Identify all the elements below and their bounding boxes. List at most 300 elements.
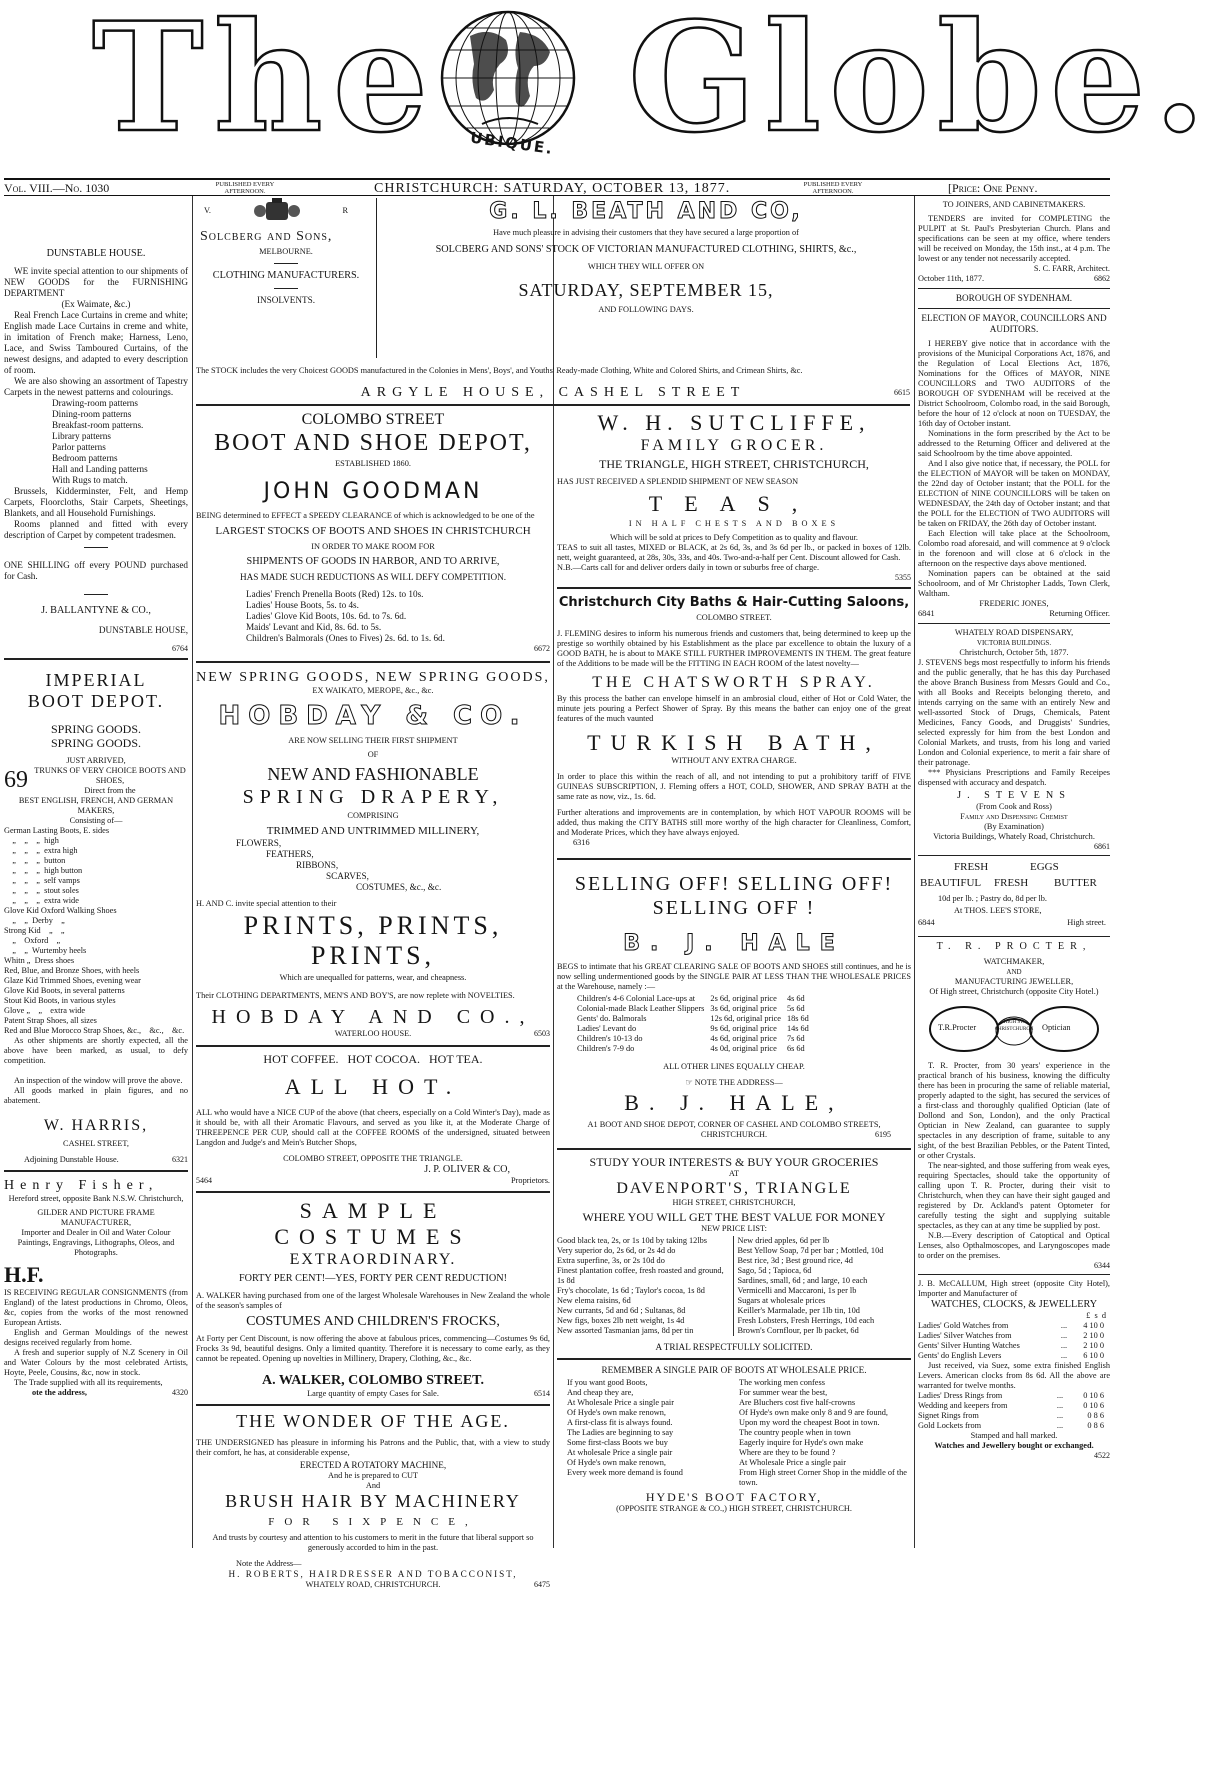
beath-ad — [196, 198, 910, 376]
hobday-of: OF — [367, 750, 379, 759]
table-cell: Ladies' Gold Watches from — [918, 1321, 1009, 1330]
verse-line: From High street Corner Shop in the middle of the town. — [739, 1468, 907, 1487]
beath-p2: SOLCBERG AND SONS' STOCK OF VICTORIAN MANUFACTURED CLOTHING, SHIRTS, &c., — [435, 244, 857, 255]
sutcliffe-title-1: W. H. SUTCLIFFE, — [597, 410, 871, 435]
price-list-item: Sugars at wholesale prices — [737, 1296, 826, 1305]
boot-list-item: „ „ „ self vamps — [4, 876, 80, 885]
baths-spray: THE CHATSWORTH SPRAY. — [592, 674, 876, 691]
mccallum-watches-table — [918, 1321, 1110, 1361]
davenport-title-1: STUDY YOUR INTERESTS & BUY YOUR GROCERIES — [589, 1155, 879, 1169]
procter-watchmaker: WATCHMAKER, — [983, 957, 1045, 966]
goodman-title-2: BOOT AND SHOE DEPOT, — [214, 430, 532, 456]
baths-p1: J. FLEMING desires to inform his numerous friends and customers that, being determined to keep up the prestige so worthily obtained by his Establishment as the place par excellence to obtain the luxury of a GOOD BATH, he is about to MAKE STILL FURTHER IMPROVEMENTS IN THEM. The great feature of the Additions to be made will be the FITTING IN EACH ROOM of the latest novelty— — [557, 629, 911, 668]
walker-title-2: EXTRAORDINARY. — [289, 1251, 457, 1268]
table-row — [918, 1341, 1110, 1351]
procter-title: T. R. PROCTER, — [936, 941, 1092, 952]
sydenham-ad — [918, 293, 1110, 619]
masthead-the: The — [92, 0, 439, 166]
imperial-trunks: TRUNKS OF VERY CHOICE BOOTS AND SHOES, — [34, 766, 186, 785]
wonder-p1: THE UNDERSIGNED has pleasure in informing his Patrons and the Public, that, with a view to study their comfort, he has, at considerable expense, — [196, 1438, 550, 1457]
hobday-house: WATERLOO HOUSE. — [334, 1029, 412, 1038]
table-cell: ... — [1060, 1341, 1068, 1350]
procter-ad — [918, 941, 1110, 1270]
table-cell: 2 10 0 — [1083, 1331, 1104, 1340]
verse-line: For summer wear the best, — [739, 1388, 828, 1397]
fisher-initials: H.F. — [4, 1262, 44, 1287]
sutcliffe-address: THE TRIANGLE, HIGH STREET, CHRISTCHURCH, — [599, 457, 869, 471]
verse-line: The country people when in town — [739, 1428, 851, 1437]
all-hot-address: COLOMBO STREET, OPPOSITE THE TRIANGLE. — [283, 1154, 463, 1163]
table-cell: 6s 6d — [786, 1044, 805, 1053]
boot-list-item: Patent Strap Shoes, all sizes — [4, 1016, 97, 1025]
sydenham-signature: FREDERIC JONES, — [979, 599, 1049, 608]
fisher-note: ote the address, — [32, 1388, 87, 1397]
hobday-new-fashionable: NEW AND FASHIONABLE — [267, 764, 479, 784]
boot-list-item: „ „ „ high — [4, 836, 59, 845]
table-cell: 9s 6d, original price — [710, 1024, 777, 1033]
beath-rule — [196, 404, 910, 406]
boot-list-item: „ „ Wurtemby heels — [4, 946, 87, 955]
boot-list-item: „ „ Derby „ — [4, 916, 65, 925]
imperial-street: CASHEL STREET, — [63, 1139, 129, 1148]
goodman-p4: SHIPMENTS OF GOODS IN HARBOR, AND TO ARRIVE, — [246, 556, 500, 567]
publication-note-right: PUBLISHED EVERY AFTERNOON. — [803, 181, 863, 195]
table-cell: 4s 0d, original price — [710, 1044, 777, 1053]
table-cell: Children's 4-6 Colonial Lace-ups at — [577, 994, 696, 1003]
table-cell: ... — [1056, 1411, 1064, 1420]
whately-p2: *** Physicians Prescriptions and Family Receipes dispensed with accuracy and despatch. — [918, 768, 1110, 787]
walker-p1: A. WALKER having purchased from one of the largest Wholesale Warehouses in New Zealand the whole of the season's samples of — [196, 1291, 550, 1310]
beath-firm: G. L. BEATH AND CO, — [489, 199, 803, 224]
verse-line: At Wholesale Price a single pair — [739, 1458, 846, 1467]
verse-line: The Ladies are beginning to say — [567, 1428, 674, 1437]
table-row — [918, 1421, 1110, 1431]
table-cell: ... — [1056, 1391, 1064, 1400]
davenport-ad — [557, 1155, 911, 1353]
fisher-name: Henry Fisher, — [4, 1178, 159, 1193]
mccallum-number: 4522 — [1094, 1451, 1110, 1460]
table-cell: Ladies' Silver Watches from — [918, 1331, 1012, 1340]
hale-other: ALL OTHER LINES EQUALLY CHEAP. — [663, 1062, 805, 1071]
imperial-p3: All goods marked in plain figures, and no abatement. — [4, 1086, 188, 1105]
whately-number: 6861 — [1094, 842, 1110, 851]
hale-p1: BEGS to intimate that his GREAT CLEARING SALE OF BOOTS AND SHOES still continues, and he is now selling undermentioned goods by the SINGLE PAIR AT LESS THAN THE WHOLESALE PRICES at the Warehouse, namely :— — [557, 962, 911, 991]
price-list-item: Sardines, small, 6d ; and large, 10 each — [737, 1276, 868, 1285]
hale-title-2: SELLING OFF ! — [652, 897, 816, 919]
table-cell: 14s 6d — [786, 1024, 809, 1033]
joiners-date: October 11th, 1877. — [918, 274, 985, 283]
verse-line: A first-class fit is always found. — [567, 1418, 673, 1427]
verse-line: At wholesale Price a single pair — [567, 1448, 673, 1457]
hale-price-table — [577, 994, 815, 1054]
verse-line: Of Hyde's own make renown, — [567, 1408, 666, 1417]
table-cell: Gents' do. Balmorals — [577, 1014, 647, 1023]
sydenham-p4: Each Election will take place at the Schoolroom, Colombo road aforesaid, and will commence at 9 o'clock in the forenoon and will close at 6 o'clock in the afternoon on the respective days above mentioned. — [918, 529, 1110, 568]
table-cell: Ladies' Levant do — [577, 1024, 637, 1033]
price-list-item: Ladies' Glove Kid Boots, 10s. 6d. to 7s. 6d. — [246, 611, 407, 621]
beath-house-line — [196, 384, 910, 401]
volume-number: Vol. VIII.—No. 1030 — [4, 181, 110, 195]
goodman-price-list — [196, 589, 550, 644]
verse-line: Every week more demand is found — [567, 1468, 683, 1477]
sutcliffe-p4: N.B.—Carts call for and deliver orders daily in town or suburbs free of charge. — [557, 563, 820, 572]
imperial-title-1: IMPERIAL — [45, 670, 147, 690]
joiners-ad — [918, 200, 1110, 284]
whately-ad — [918, 628, 1110, 851]
dunstable-p2: Real French Lace Curtains in creme and white; English made Lace Curtains in creme and white, in imitation of French make; Harness, Leno, Lace, and Swiss Tamboured Curtains, of the newest designs, and adapted to every description of room. — [4, 310, 188, 375]
table-cell: Gold Lockets from — [918, 1421, 982, 1430]
table-row — [918, 1321, 1110, 1331]
procter-number: 6344 — [1094, 1261, 1110, 1270]
imperial-adjoining: Adjoining Dunstable House. — [24, 1155, 119, 1164]
publication-note-left: PUBLISHED EVERY AFTERNOON. — [215, 181, 275, 195]
imperial-makers: BEST ENGLISH, FRENCH, AND GERMAN MAKERS, — [18, 796, 174, 815]
dunstable-p1: WE invite special attention to our shipments of NEW GOODS for the FURNISHING DEPARTMENT — [4, 266, 188, 298]
mccallum-ad — [918, 1279, 1110, 1460]
price-list-item: Best rice, 3d ; Best ground rice, 4d — [737, 1256, 853, 1265]
goodman-p3: IN ORDER TO MAKE ROOM FOR — [311, 542, 435, 551]
davenport-left-list — [557, 1236, 734, 1336]
imperial-p1: As other shipments are shortly expected, all the above have been marked, as usual, to defy competition. — [4, 1036, 188, 1065]
sydenham-p1: I HEREBY give notice that in accordance with the provisions of the Municipal Corporations Act, 1876, and the Regulation of Local Elections Act, 1876, Nominations for the Offices of MAYOR, NINE COUNCILLORS and TWO AUDITORS of the BOROUGH OF SYDENHAM will be received at the District Schoolroom, Colombo road, in the said Borough, before the hour of 12 o'clock at noon on TUESDAY, the 16th day of October instant. — [918, 339, 1110, 428]
hobday-unequalled: Which are unequalled for patterns, wear, and cheapness. — [279, 973, 467, 982]
imperial-number: 6321 — [172, 1155, 188, 1164]
lee-street: High street. — [1067, 918, 1106, 927]
sydenham-returning: Returning Officer. — [1049, 609, 1110, 618]
fisher-p4: A fresh and superior supply of N.Z Scenery in Oil and Water Colours by the most celebrated Artists, Hoyte, Peele, Cousins, &c, now in stock. — [4, 1348, 188, 1377]
sydenham-p3: And I also give notice that, if necessary, the POLL for the ELECTION of MAYOR will be taken on MONDAY, the 22nd day of October instant; that the POLL for the ELECTION of NINE COUNCILLORS will be taken on WEDNESDAY, the 24th day of October instant; and that the POLL for the ELECTION of TWO AUDITORS will be taken on FRIDAY, the 26th day of October instant. — [918, 459, 1110, 528]
verse-line: Are Bluchers cost five half-crowns — [739, 1398, 856, 1407]
column-3 — [557, 408, 911, 1768]
table-cell: Children's 7-9 do — [577, 1044, 635, 1053]
beath-body — [382, 198, 910, 315]
fisher-p2: IS RECEIVING REGULAR CONSIGNMENTS (from England) of the latest productions in Chromo, Oleos, &c, copies from the works of the most renowned European Artists. — [4, 1288, 188, 1327]
sutcliffe-p2: Which will be sold at prices to Defy Competition as to quality and flavour. — [610, 533, 858, 542]
joiners-signature: S. C. FARR, Architect. — [1033, 264, 1110, 273]
price-list-item: New figs, boxes 2lb nett weight, 1s 4d — [557, 1316, 685, 1325]
column-1 — [4, 196, 188, 1556]
procter-p1: T. R. Procter, from 30 years' experience in the practical branch of his business, knowing the difficulty there has been in procuring the same of reliable material, properly adapted to the sight, has secured the services of a first-class and thoroughly qualified Optician (late of Dollond and Son, London), and the only Practical Optician in New Zealand, can guarantee to supply spectacles in any description of frame, suitable to any sight, of the best Brazilian Pebbles, or the Patent Tinted, or other Crystals. — [918, 1061, 1110, 1160]
solcberg-names: Solcberg and Sons, — [200, 229, 333, 244]
pattern-list-item: Hall and Landing patterns — [52, 464, 148, 474]
price-list-item: Maids' Levant and Kid, 8s. 6d. to 5s. — [246, 622, 382, 632]
boot-list-item: Glove „ „ extra wide — [4, 1006, 86, 1015]
price-list-item: Extra superfine, 3s, or 2s 10d do — [557, 1256, 665, 1265]
fisher-number: 4320 — [172, 1388, 188, 1397]
wonder-p2: ERECTED A ROTATORY MACHINE, — [299, 1460, 447, 1470]
procter-and: AND — [1006, 968, 1022, 976]
davenport-right-list — [734, 1236, 912, 1336]
price-list-item: Vermicelli and Maccaroni, 1s per lb — [737, 1286, 857, 1295]
dunstable-pattern-list — [4, 398, 188, 486]
procter-manufacturing: MANUFACTURING JEWELLER, — [954, 977, 1074, 986]
all-hot-heading: HOT COFFEE. HOT COCOA. HOT TEA. — [263, 1052, 483, 1066]
column-rule-1 — [192, 196, 193, 1548]
table-row — [577, 1024, 815, 1034]
pointing-hand-icon: ☞ — [685, 1078, 695, 1087]
table-row — [577, 994, 815, 1004]
imperial-direct: Direct from the — [84, 786, 136, 795]
walker-cases: Large quantity of empty Cases for Sale. — [307, 1389, 439, 1398]
davenport-title-3: WHERE YOU WILL GET THE BEST VALUE FOR MONEY — [582, 1210, 886, 1224]
masthead-globe: Globe. — [628, 0, 1214, 166]
wonder-road: WHATELY ROAD, CHRISTCHURCH. — [305, 1580, 441, 1589]
price-list-item: Sago, 5d ; Tapioca, 6d — [737, 1266, 812, 1275]
imperial-title-2: BOOT DEPOT. — [27, 691, 165, 711]
wonder-p4: BRUSH HAIR BY MACHINERY — [225, 1491, 521, 1511]
wonder-signature: H. ROBERTS, HAIRDRESSER AND TOBACCONIST, — [228, 1569, 518, 1579]
solcberg-role: CLOTHING MANUFACTURERS. — [212, 270, 360, 281]
goodman-ad — [196, 410, 550, 653]
boot-list-item: „ Oxford „ — [4, 936, 61, 945]
hale-firm: B. J. HALE — [623, 931, 845, 956]
city-baths-ad — [557, 594, 911, 848]
whately-family: Family and Dispensing Chemist — [960, 812, 1068, 821]
goodman-p2: LARGEST STOCKS OF BOOTS AND SHOES IN CHRISTCHURCH — [215, 525, 531, 537]
davenport-new-price: NEW PRICE LIST: — [701, 1224, 767, 1233]
table-cell: Gents' Silver Hunting Watches — [918, 1341, 1020, 1350]
dunstable-p6: ONE SHILLING off every POUND purchased for Cash. — [4, 560, 188, 581]
sutcliffe-half: IN HALF CHESTS AND BOXES — [628, 519, 840, 528]
dunstable-house-ad — [4, 196, 188, 653]
wonder-note: Note the Address— — [236, 1559, 302, 1568]
lee-beautiful: BEAUTIFUL — [920, 877, 982, 889]
imperial-p2: An inspection of the window will prove the above. — [14, 1076, 183, 1085]
imperial-arrived: JUST ARRIVED, — [66, 756, 126, 765]
sutcliffe-number: 5355 — [895, 573, 911, 582]
royal-arms-r: R — [342, 206, 348, 215]
table-cell: 4s 6d, original price — [710, 1034, 777, 1043]
lee-fresh-2: FRESH — [994, 877, 1029, 889]
all-hot-title: ALL HOT. — [284, 1074, 462, 1099]
walker-signature: A. WALKER, COLOMBO STREET. — [262, 1373, 484, 1388]
sutcliffe-p1: HAS JUST RECEIVED A SPLENDID SHIPMENT OF NEW SEASON — [557, 477, 799, 486]
goodman-p5: HAS MADE SUCH REDUCTIONS AS WILL DEFY COMPETITION. — [239, 572, 507, 582]
baths-turkish: TURKISH BATH, — [587, 730, 881, 755]
imperial-spring-2: SPRING GOODS. — [50, 736, 142, 750]
solcberg-city: MELBOURNE. — [259, 247, 313, 256]
beath-days: AND FOLLOWING DAYS. — [598, 305, 694, 314]
hyde-ad — [557, 1365, 911, 1514]
sutcliffe-p3: TEAS to suit all tastes, MIXED or BLACK, at 2s 6d, 3s, and 3s 6d per lb., or packed in boxes of 12lb. nett, weight guaranteed, at 28s, 30s, 33s, and 40s. Two-and-a-half per Cent. Discount allowed for Cash. — [557, 543, 911, 562]
table-row — [918, 1351, 1110, 1361]
imperial-signature: W. HARRIS, — [43, 1117, 149, 1134]
verse-line: The working men confess — [739, 1378, 825, 1387]
dunstable-signature: J. BALLANTYNE & CO., — [41, 605, 151, 616]
fisher-p5: The Trade supplied with all its requirements, — [14, 1378, 163, 1387]
solcberg-box — [196, 198, 377, 358]
lee-number: 6844 — [918, 918, 935, 927]
table-cell: 2 10 0 — [1083, 1341, 1104, 1350]
all-hot-ad — [196, 1052, 550, 1186]
fisher-p2-head — [40, 1262, 188, 1288]
table-cell: 0 10 6 — [1083, 1391, 1104, 1400]
dateline-place: CHRISTCHURCH: SATURDAY, OCTOBER 13, 1877. — [374, 181, 731, 196]
walker-number: 6514 — [534, 1389, 550, 1398]
price-list-item: Fry's chocolate, 1s 6d ; Taylor's cocoa, 1s 8d — [557, 1286, 705, 1295]
price-list-item: Keiller's Marmalade, per 1lb tin, 10d — [737, 1306, 860, 1315]
price-list-item: New dried apples, 6d per lb — [737, 1236, 830, 1245]
henry-fisher-ad — [4, 1177, 188, 1398]
sydenham-p2: Nominations in the form prescribed by the Act to be addressed to the Returning Officer and delivered at the said Schoolroom by the time above appointed. — [918, 429, 1110, 458]
pattern-list-item: Dining-room patterns — [52, 409, 132, 419]
baths-p2: By this process the bather can envelope himself in an ambrosial cloud, either of Hot or Cold Water, the minute jets pouring a Perfect Shower of Spray. By this means the bather can enjoy one of the great features of the much vaunted — [557, 694, 911, 723]
table-row — [918, 1391, 1110, 1401]
boot-list-item: Strong Kid „ „ — [4, 926, 65, 935]
hyde-right-verse — [739, 1378, 911, 1488]
table-row — [577, 1004, 815, 1014]
table-cell: Children's 10-13 do — [577, 1034, 643, 1043]
goodman-established: ESTABLISHED 1860. — [335, 459, 411, 468]
hobday-cascade — [196, 838, 550, 893]
beath-p4: The STOCK includes the very Choicest GOODS manufactured in the Colonies in Mens', Boys', and Youths' Ready-made Clothing, White and Colored Shirts, and Crimean Shirts, &c. — [196, 366, 803, 375]
sutcliffe-teas: TEAS, — [648, 491, 820, 516]
whately-address: Victoria Buildings, Whately Road, Christchurch. — [933, 832, 1095, 841]
price-list-item: New currants, 5d and 6d ; Sultanas, 8d — [557, 1306, 686, 1315]
sign-high-st: HIGH ST. CHRISTCHURCH — [994, 1020, 1034, 1032]
procter-p2: The near-sighted, and those suffering from weak eyes, requiring Spectacles, should take the opportunity of calling upon T. R. Procter, during their visit to Christchurch, when they can have their sight gauged and registered by Dr. Ackland's patent Optometer for carefully testing the sight and supplying suitable spectacles, as they can at any time be supplied by post. — [918, 1161, 1110, 1230]
price-list-item: New assorted Tasmanian jams, 8d per tin — [557, 1326, 694, 1335]
wonder-and: And — [365, 1481, 381, 1490]
whately-p1: J. STEVENS begs most respectfully to inform his friends and the public generally, that he has this day Purchased the above Branch Business from Messrs Gould and Co., with all Books and Receipts belonging thereto, and intends carrying on the same with an entirely New and well-assorted Stock of Drugs, Chemicals, Patent Medicines, Fancy Goods, and Druggists' Sundries, selected expressly for him from the best London and Colonial Markets, and trusts, from his long and varied London and Colonial experience, to merit a fair share of their patronage. — [918, 658, 1110, 767]
boot-list-item: Glaze Kid Trimmed Shoes, evening wear — [4, 976, 141, 985]
joiners-title: TO JOINERS, AND CABINETMAKERS. — [942, 200, 1086, 209]
whately-sub: VICTORIA BUILDINGS. — [976, 639, 1052, 647]
wonder-p3: And he is prepared to CUT — [327, 1471, 419, 1480]
beath-date: SATURDAY, SEPTEMBER 15, — [518, 280, 774, 300]
dunstable-signature-2: DUNSTABLE HOUSE, — [98, 625, 188, 635]
column-4 — [918, 196, 1110, 1556]
wonder-p6: And trusts by courtesy and attention to his customers to merit in the future that liberal support so generously accorded to him in the past. — [212, 1533, 534, 1552]
sutcliffe-title-2: FAMILY GROCER. — [640, 437, 828, 454]
hale-note-text: NOTE THE ADDRESS— — [694, 1078, 783, 1087]
verse-line: Of Hyde's own make only 8 and 9 are found, — [739, 1408, 888, 1417]
table-cell: 0 8 6 — [1087, 1421, 1104, 1430]
mccallum-title: WATCHES, CLOCKS, & JEWELLERY — [930, 1299, 1098, 1310]
table-cell: ... — [1056, 1401, 1064, 1410]
table-cell: 6 10 0 — [1083, 1351, 1104, 1360]
baths-p4: Further alterations and improvements are in contemplation, by which HOT VAPOUR ROOMS will be added, thus making the CITY BATHS still more worthy of the high character for Cleanliness, Comfort, and Moderate Prices, which they have always enjoyed. — [557, 808, 911, 837]
lee-prices: 10d per lb. ; Pastry do, 8d per lb. — [938, 894, 1047, 903]
spectacles-sign — [918, 1001, 1110, 1057]
hale-number: 6195 — [875, 1130, 891, 1139]
table-cell: 12s 6d, original price — [710, 1014, 781, 1023]
price-list-item: Fresh Lobsters, Fresh Herrings, 10d each — [737, 1316, 875, 1325]
verse-line: And cheap they are, — [567, 1388, 634, 1397]
table-cell: ... — [1056, 1421, 1064, 1430]
lee-store-ad — [918, 860, 1110, 932]
hale-address: A1 BOOT AND SHOE DEPOT, CORNER OF CASHEL AND COLOMBO STREETS, — [587, 1120, 881, 1129]
price-list-item: New elema raisins, 6d — [557, 1296, 631, 1305]
hobday-prints: PRINTS, PRINTS, PRINTS, — [243, 911, 503, 970]
boot-list-item: Red, Blue, and Bronze Shoes, with heels — [4, 966, 140, 975]
lee-eggs: EGGS — [1030, 861, 1059, 873]
baths-p3: In order to place this within the reach of all, and not intending to put a prohibitory tariff of FIVE GUINEAS SUBSCRIPTION, J. Fleming offers a HOT, COLD, SHOWER, AND SPRAY BATH at the same rate as now, viz., 1s. 6d. — [557, 772, 911, 801]
lee-butter: BUTTER — [1054, 877, 1097, 889]
walker-ad — [196, 1198, 550, 1399]
cascade-item: RIBBONS, — [296, 860, 339, 870]
table-cell: Ladies' Dress Rings from — [918, 1391, 1003, 1400]
table-cell: Wedding and keepers from — [918, 1401, 1008, 1410]
hale-ad — [557, 872, 911, 1140]
wonder-p5: FOR SIXPENCE, — [268, 1516, 478, 1528]
hobday-comprising: COMPRISING — [347, 811, 399, 820]
verse-line: Upon my word the cheapest Boot in town. — [739, 1418, 880, 1427]
hale-note — [557, 1078, 911, 1088]
hobday-selling: ARE NOW SELLING THEIR FIRST SHIPMENT — [288, 736, 458, 745]
hobday-signature: HOBDAY AND CO., — [211, 1006, 535, 1028]
boot-list-item: „ „ „ high button — [4, 866, 83, 875]
hobday-heading: NEW SPRING GOODS, NEW SPRING GOODS, — [196, 670, 550, 685]
dunstable-title: DUNSTABLE HOUSE. — [46, 248, 146, 259]
hobday-invite: H. AND C. invite special attention to their — [196, 899, 337, 908]
davenport-title-2: DAVENPORT'S, TRIANGLE — [616, 1180, 852, 1197]
table-cell: 4 10 0 — [1083, 1321, 1104, 1330]
table-row — [577, 1044, 815, 1054]
pattern-list-item: Breakfast-room patterns. — [52, 420, 144, 430]
fisher-address: Hereford street, opposite Bank N.S.W. Christchurch, — [8, 1194, 184, 1203]
sign-procter: T.R.Procter — [938, 1023, 977, 1032]
hobday-ad — [196, 669, 550, 1039]
walker-title-3: FORTY PER CENT!—YES, FORTY PER CENT REDUCTION! — [238, 1273, 508, 1284]
boot-list-item: Stout Kid Boots, in various styles — [4, 996, 116, 1005]
price: [Price: One Penny. — [948, 181, 1038, 195]
solcberg-insolvents: INSOLVENTS. — [256, 295, 316, 305]
goodman-name: JOHN GOODMAN — [263, 479, 483, 504]
procter-address: Of High street, Christchurch (opposite City Hotel.) — [929, 987, 1099, 996]
hyde-address: (OPPOSITE STRANGE & CO.,) HIGH STREET, CHRISTCHURCH. — [616, 1504, 852, 1513]
table-row — [918, 1411, 1110, 1421]
sydenham-title-1: BOROUGH OF SYDENHAM. — [955, 293, 1073, 303]
price-list-item: Good black tea, 2s, or 1s 10d by taking 12lbs — [557, 1236, 708, 1245]
verse-line: Eagerly inquire for Hyde's own make — [739, 1438, 864, 1447]
column-2 — [196, 408, 550, 1768]
hobday-trimmed: TRIMMED AND UNTRIMMED MILLINERY, — [266, 825, 480, 837]
beath-p1: Have much pleasure in advising their customers that they have secured a large proportion of — [493, 228, 799, 237]
mccallum-p2: Just received, via Suez, some extra finished English Levers. American clocks from 8s 6d. All the above are warranted for twelve months. — [918, 1361, 1110, 1390]
table-cell: Colonial-made Black Leather Slippers — [577, 1004, 705, 1013]
baths-number: 6316 — [573, 838, 590, 847]
cascade-item: FEATHERS, — [266, 849, 314, 859]
table-cell: Signet Rings from — [918, 1411, 979, 1420]
wonder-ad — [196, 1411, 550, 1590]
verse-line: Of Hyde's own make renown, — [567, 1458, 666, 1467]
procter-p3: N.B.—Every description of Catoptical and Optical Lenses, also Opthalmoscopes, and Laryngoscopes made to order on the premises. — [918, 1231, 1110, 1260]
mccallum-p1: J. B. McCALLUM, High street (opposite City Hotel), Importer and Manufacturer of — [918, 1279, 1110, 1298]
davenport-at: AT — [728, 1169, 740, 1178]
dunstable-p4: Brussels, Kidderminster, Felt, and Hemp Carpets, Floorcloths, Stair Carpets, Sheetings, Blankets, and all Household Furnishings. — [4, 486, 188, 518]
all-hot-signature: J. P. OLIVER & CO, — [424, 1164, 510, 1175]
hale-title-1: SELLING OFF! SELLING OFF! — [574, 873, 894, 895]
whately-signature: J. STEVENS — [957, 790, 1071, 801]
walker-title-1: SAMPLE COSTUMES — [274, 1198, 472, 1249]
dunstable-number: 6764 — [172, 644, 188, 653]
price-list-item: Finest plantation coffee, fresh roasted and ground, 1s 8d — [557, 1266, 724, 1285]
cascade-item: COSTUMES, &c., &c. — [356, 882, 442, 892]
table-row — [577, 1014, 815, 1024]
boot-list-item: „ „ „ extra wide — [4, 896, 79, 905]
table-cell: 2s 6d, original price — [710, 994, 777, 1003]
verse-line: Where are they to be found ? — [739, 1448, 836, 1457]
all-hot-p1: ALL who would have a NICE CUP of the above (that cheers, especially on a Cold Winter's Day), made as it should be, with all their Aromatic Flavours, and served as you like it, at the Moderate Charge of THREEPENCE PER CUP, should call at the COFFEE ROOMS of the undersigned, situated between Langdon and Judge's and Mein's Butcher Shops, — [196, 1108, 550, 1147]
baths-without: WITHOUT ANY EXTRA CHARGE. — [671, 756, 797, 765]
hobday-number: 6503 — [534, 1029, 550, 1038]
fisher-trade: GILDER AND PICTURE FRAME MANUFACTURER, — [37, 1208, 155, 1227]
walker-big: COSTUMES AND CHILDREN'S FROCKS, — [246, 1314, 500, 1329]
walker-p2: At Forty per Cent Discount, is now offering the above at fabulous prices, commencing—Costumes 9s 6d, Frocks 3s 9d, beautiful designs. Only a limited quantity. Therefore it is necessary to come early, as they cannot be repeated. Opening up novelties in Millinery, Drapery, Clothing, &c., &c. — [196, 1334, 550, 1363]
wonder-number: 6475 — [534, 1580, 550, 1589]
beath-p3: WHICH THEY WILL OFFER ON — [587, 262, 705, 271]
